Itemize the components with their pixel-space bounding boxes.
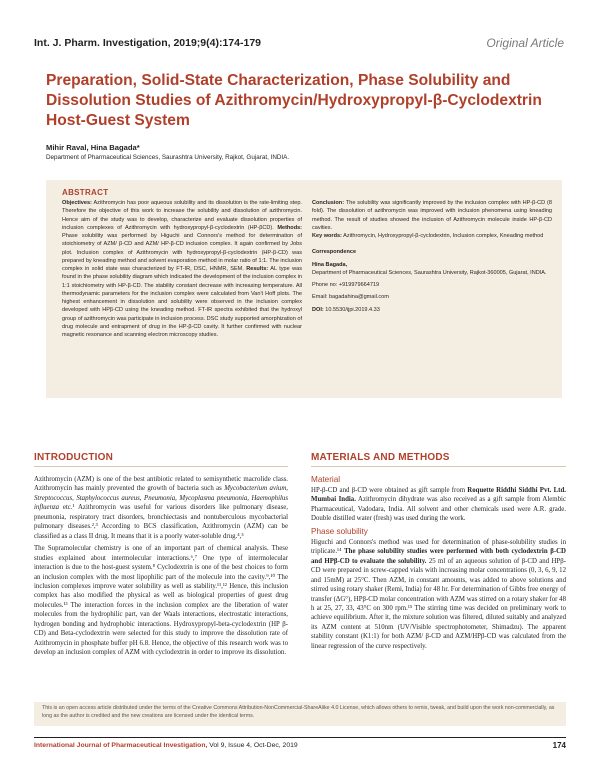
methods-heading: MATERIALS AND METHODS [311, 452, 566, 467]
article-type-label: Original Article [486, 36, 564, 50]
intro-p1-text-a: Azithromycin (AZM) is one of the best antibiotic related to semisynthetic macrolide class. Azithromycin has mainly prevented the growth of bacteria such as [34, 476, 288, 493]
material-text-a: HP-β-CD and β-CD were obtained as gift sample from [311, 487, 468, 494]
abstract-box [46, 180, 562, 398]
material-text-b: Azithromycin dihydrate was also received as a gift sample from Alembic Pharmaceutical, Vadodara, India. All solvent and other chemicals used were A.R. grade. Double distilled water (fresh) was used during the work. [311, 496, 566, 523]
methods-label: Methods: [277, 224, 303, 231]
phase-solubility-subheading: Phase solubility [311, 526, 368, 536]
correspondence-name: Hina Bagada, [312, 261, 348, 268]
correspondence-phone: Phone no: +919979664719 [312, 282, 380, 288]
correspondence-heading: Correspondence [312, 249, 357, 256]
intro-p1-text-b: etc.¹ Azithromycin was useful for various disorders like pulmonary disease, pneumonia, respiratory tract disorders, bronchiectasis and nontuberculous mycobacterial pulmonary diseases.²,³ According to BCS classification, Azithromycin (AZM) can be classified as a class II drug. It means that it is a poorly water-soluble drug.⁴,⁵ [34, 504, 288, 540]
phase-text-a: Higuchi and Connors's method was used for determination of phase-solubility studies in triplicate.¹⁴ [311, 538, 566, 556]
footer-issue: Vol 9, Issue 4, Oct-Dec, 2019 [207, 742, 298, 749]
footer-journal [34, 742, 298, 749]
correspondence-email[interactable]: Email: bagadahina@gmail.com [312, 294, 389, 301]
abstract-right-column [312, 199, 552, 314]
license-notice: This is an open access article distributed under the terms of the Creative Commons Attribution-NonCommercial-ShareAlike 4.0 License, which allows others to remix, tweak, and build upon the work non-commercially, as long as the author is credited and the new creations are licensed under the identical terms. [34, 702, 566, 726]
conclusion-label: Conclusion: [312, 200, 345, 206]
phase-solubility-paragraph [311, 538, 566, 651]
methods-text: Phase solubility was performed by Higuchi and Connors's method for determination of stoichiometry of AZM/ β-CD and AZM/ HP-β-CD inclusion complex. It again confirmed by Jobs plot. Inclusion complex of Azithromycin with hydroxypropyl-β-cyclodextrin (HP-β-CD) was prepared by kneading method and solvent evaporation method in molar ratio of 1:1. The inclusion complex in solid state was characterized by FT-IR, DSC, HNMR, SEM. [62, 233, 302, 272]
objectives-label: Objectives: [62, 200, 92, 206]
intro-p1-species: Mycobacterium avium, Streptococcus, Staphylococcus aureus, Pneumonia, Mycoplasma pneumonia, Haemophilus influenza [34, 485, 288, 512]
correspondence-address: Department of Pharmaceutical Sciences, Saurashtra University, Rajkot-360005, Gujarat, INDIA. [312, 269, 547, 276]
doi-value[interactable]: 10.5530/ijpi.2019.4.33 [325, 306, 380, 313]
material-paragraph [311, 486, 566, 524]
conclusion-text: The solubility was significantly improved by the inclusion complex with HP-β-CD (8 fold). The dissolution of azithromycin was improved with inclusion phenomena using kneading method. The result of studies showed the inclusion of Azithromycin molecule inside HP-β-CD cavities. [312, 200, 552, 231]
affiliation: Department of Pharmaceutical Sciences, Saurashtra University, Rajkot, Gujarat, INDIA. [46, 154, 290, 161]
doi-label: DOI: [312, 306, 324, 313]
abstract-heading: ABSTRACT [62, 188, 109, 197]
keywords-label: Key words: [312, 233, 342, 239]
journal-reference: Int. J. Pharm. Investigation, 2019;9(4):174-179 [34, 37, 262, 49]
phase-text-bold: The phase solubility studies were performed with both cyclodextrin β-CD and HPβ-CD to evaluate the solubility. [311, 548, 567, 565]
material-subheading: Material [311, 475, 341, 484]
introduction-paragraph-1 [34, 475, 288, 541]
article-title: Preparation, Solid-State Characterization, Phase Solubility and Dissolution Studies of Azithromycin/Hydroxypropyl-β-Cyclodextrin Host-Guest System [46, 72, 542, 129]
page-number: 174 [552, 741, 566, 750]
results-label: Results: [246, 266, 269, 272]
footer-divider [34, 737, 566, 738]
methods-section [311, 452, 566, 654]
introduction-section [34, 452, 288, 661]
authors: Mihir Raval, Hina Bagada* [46, 143, 140, 152]
objectives-text: Azithromycin has poor aqueous solubility and its dissolution is the rate-limiting step. Therefore the objective of this work to increase the solubility and dissolution of azithromycin. Hence aim of the study was to develop, characterize and evaluate dissolution properties of inclusion complexes of Azithromycin with hydroxypropyl-β-cyclodextrin (HP-βCD). [62, 200, 302, 231]
phase-text-b: 25 ml of an aqueous solution of β-CD and HPβ-CD were prepared in screw-capped vials with increasing molar concentrations (0, 3, 6, 9, 12 and 15mM) at 25°C. Then AZM, in constant amounts, was added to above solutions and stirred using rotary shaker (Remi, India) for 48 hr. For determination of Gibbs free energy of transfer (ΔG°), HPβ-CD molar concentration with AZM was stirred on a rotary shaker for 48 h at 25, 27, 33, 43°C on 300 rpm.¹⁵ The stirring time was decided on preliminary work to achieve equilibrium. After it, the mixture solution was filtered, diluted suitably and analyzed its AZM content at 510nm (UV/Visible spectrophotometer, Shimadzu). The apparent stability constant (K1:1) for both AZM/ β-CD and AZM/HPβ-CD was calculated from the linear regression of the curve respectively. [311, 557, 566, 650]
results-text: AL type was found in the phase solubility diagram which indicated the development of the inclusion complex in 1:1 stoichiometry with HP-β-CD. The stability constant decrease with increasing temperature. All thermodynamic parameters for the inclusion complex were calculated from Van't Hoff plots. The highest enhancement in dissolution and solubility were observed in the inclusion complex developed with HPβ-CD using the kneading method. FT-IR spectra exhibited that the hydroxyl group of azithromycin was participate in inclusion process. DSC study supported amorphization of drug molecule and entrapment of drug in the HP-β-CD cavity. It further confirmed with nuclear magnetic resonance and scanning electron microscopy studies. [62, 266, 302, 338]
introduction-paragraph-2: The Supramolecular chemistry is one of an important part of chemical analysis. These studies explained about intermolecular interactions.⁶,⁷ One type of intermolecular interaction is due to the host-guest system.⁸ Cyclodextrin is one of the best choices to form an inclusion complex with the most lipophilic part of the molecule into the cavity.⁹,¹⁰ The inclusion complexes improve water solubility as well as stability.¹¹,¹² Hence, this inclusion complex has also modified the physical as well as biological properties of guest drug molecules.¹³ The interaction forces in the inclusion complex are the liberation of water molecules from the hydrophilic part, van der Waals interactions, electrostatic interactions, hydrogen bonding and hydrophobic interactions. Hydroxypropyl-beta-cyclodextrin (HP β-CD) and Beta-cyclodextrin were selected for this study to improve the dissolution rate of Azithromycin in phosphate buffer pH 6.8. Hence, the objective of this research work was to develop an inclusion complex of AZM with cyclodextrin in order to improve its dissolution. [34, 545, 288, 657]
introduction-heading: INTRODUCTION [34, 452, 288, 467]
footer-journal-name: International Journal of Pharmaceutical Investigation, [34, 742, 208, 749]
material-supplier: Roquette Riddhi Siddhi Pvt. Ltd. Mumbai India. [311, 487, 566, 504]
keywords-text: Azithromycin, Hydroxypropyl-β-cyclodextrin, Inclusion complex, Kneading method [343, 233, 544, 239]
abstract-left-column [62, 199, 302, 339]
